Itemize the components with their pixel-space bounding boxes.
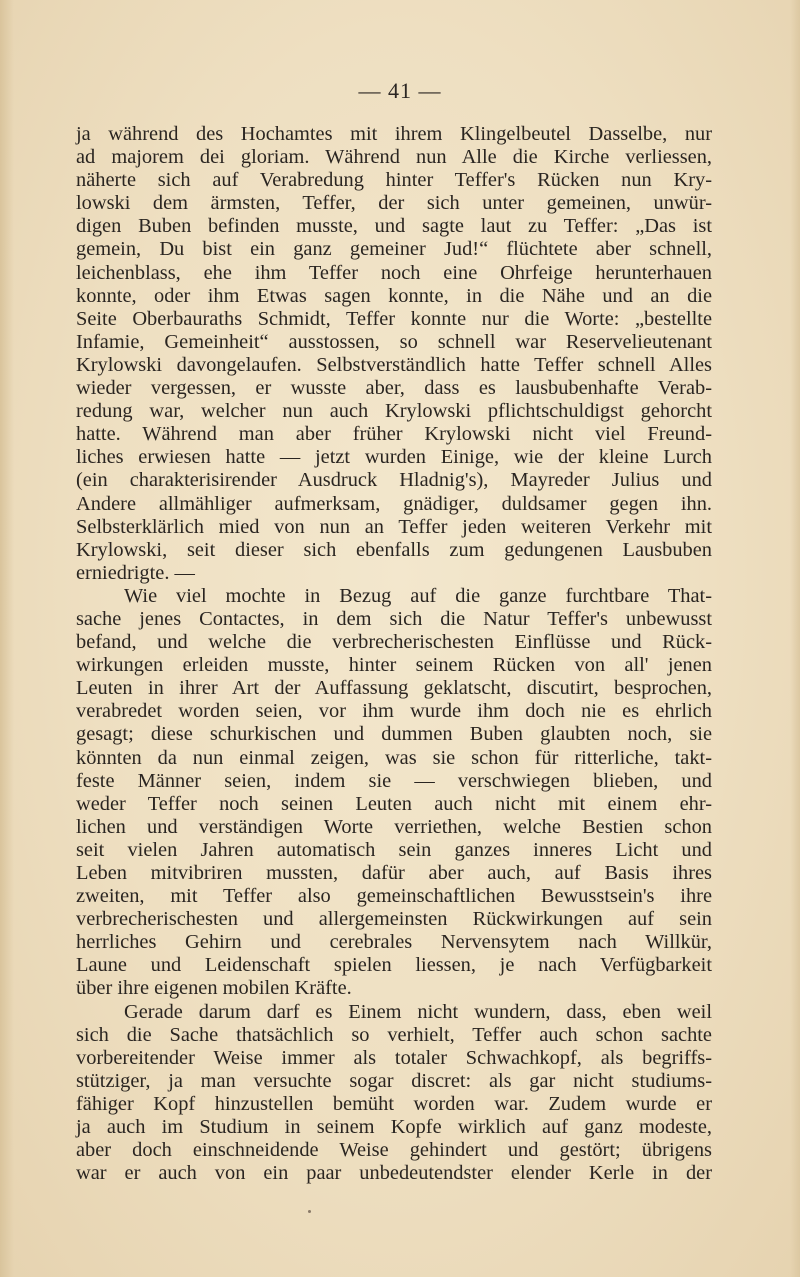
text-line: ja auch im Studium in seinem Kopfe wirklich auf ganz modeste, [76,1116,712,1139]
text-line: ad majorem dei gloriam. Während nun Alle die Kirche verliessen, [76,146,712,169]
text-line: redung war, welcher nun auch Krylowski pflichtschuldigst gehorcht [76,400,712,423]
text-line: näherte sich auf Verabredung hinter Teffer's Rücken nun Kry- [76,169,712,192]
text-line: vorbereitender Weise immer als totaler Schwachkopf, als begriffs- [76,1046,712,1069]
text-line: erniedrigte. — [76,561,195,584]
text-line: gesagt; diese schurkischen und dummen Buben glaubten noch, sie [76,723,712,746]
text-line: weder Teffer noch seinen Leuten auch nicht mit einem ehr- [76,792,712,815]
text-line: fähiger Kopf hinzustellen bemüht worden war. Zudem wurde er [76,1092,712,1115]
text-line: leichenblass, ehe ihm Teffer noch eine Ohrfeige herunterhauen [76,261,712,284]
text-line: Leuten in ihrer Art der Auffassung geklatscht, discutirt, besprochen, [76,677,712,700]
text-line: verabredet worden seien, vor ihm wurde ihm doch nie es ehrlich [76,700,712,723]
text-line: stütziger, ja man versuchte sogar discret: als gar nicht studiums- [76,1069,712,1092]
text-line: wirkungen erleiden musste, hinter seinem Rücken von all' jenen [76,654,712,677]
text-line: liches erwiesen hatte — jetzt wurden Einige, wie der kleine Lurch [76,446,712,469]
text-line: sache jenes Contactes, in dem sich die Natur Teffer's unbewusst [76,607,712,630]
text-line: sich die Sache thatsächlich so verhielt, Teffer auch schon sachte [76,1023,712,1046]
body-text [76,123,712,1185]
text-line: war er auch von ein paar unbedeutendster elender Kerle in der [76,1162,712,1185]
text-line: herrliches Gehirn und cerebrales Nervensytem nach Willkür, [76,931,712,954]
text-line: wieder vergessen, er wusste aber, dass es lausbubenhafte Verab- [76,377,712,400]
text-line: könnten da nun einmal zeigen, was sie schon für ritterliche, takt- [76,746,712,769]
text-line: Seite Oberbauraths Schmidt, Teffer konnte nur die Worte: „bestellte [76,307,712,330]
text-line: feste Männer seien, indem sie — verschwiegen blieben, und [76,769,712,792]
page-edge-shadow-left [0,0,14,1277]
text-line: konnte, oder ihm Etwas sagen konnte, in die Nähe und an die [76,284,712,307]
text-line: aber doch einschneidende Weise gehindert und gestört; übrigens [76,1139,712,1162]
text-line: Andere allmähliger aufmerksam, gnädiger, duldsamer gegen ihn. [76,492,712,515]
text-line: Infamie, Gemeinheit“ ausstossen, so schnell war Reservelieutenant [76,330,712,353]
text-line: digen Buben befinden musste, und sagte laut zu Teffer: „Das ist [76,215,712,238]
text-line: Gerade darum darf es Einem nicht wundern, dass, eben weil [124,1000,712,1023]
text-line: befand, und welche die verbrecherischesten Einflüsse und Rück- [76,631,712,654]
paper-speck [308,1210,311,1213]
text-line: zweiten, mit Teffer also gemeinschaftlichen Bewusstsein's ihre [76,885,712,908]
text-line: Krylowski davongelaufen. Selbstverständlich hatte Teffer schnell Alles [76,353,712,376]
text-line: lichen und verständigen Worte verriethen, welche Bestien schon [76,815,712,838]
page-number: — 41 — [358,78,442,103]
text-line: Wie viel mochte in Bezug auf die ganze furchtbare That- [124,584,712,607]
text-line: über ihre eigenen mobilen Kräfte. [76,977,352,1000]
text-line: Selbsterklärlich mied von nun an Teffer jeden weiteren Verkehr mit [76,515,712,538]
text-line: Krylowski, seit dieser sich ebenfalls zum gedungenen Lausbuben [76,538,712,561]
text-line: lowski dem ärmsten, Teffer, der sich unter gemeinen, unwür- [76,192,712,215]
text-line: gemein, Du bist ein ganz gemeiner Jud!“ flüchtete aber schnell, [76,238,712,261]
text-line: ja während des Hochamtes mit ihrem Klingelbeutel Dasselbe, nur [76,123,712,145]
text-line: (ein charakterisirender Ausdruck Hladnig's), Mayreder Julius und [76,469,712,492]
text-line: Leben mitvibriren mussten, dafür aber auch, auf Basis ihres [76,862,712,884]
text-line: seit vielen Jahren automatisch sein ganzes inneres Licht und [76,838,712,861]
text-line: hatte. Während man aber früher Krylowski nicht viel Freund- [76,423,712,446]
text-line: verbrecherischesten und allergemeinsten Rückwirkungen auf sein [76,908,712,931]
page-edge-shadow-right [790,0,800,1277]
text-line: Laune und Leidenschaft spielen liessen, je nach Verfügbarkeit [76,954,712,977]
